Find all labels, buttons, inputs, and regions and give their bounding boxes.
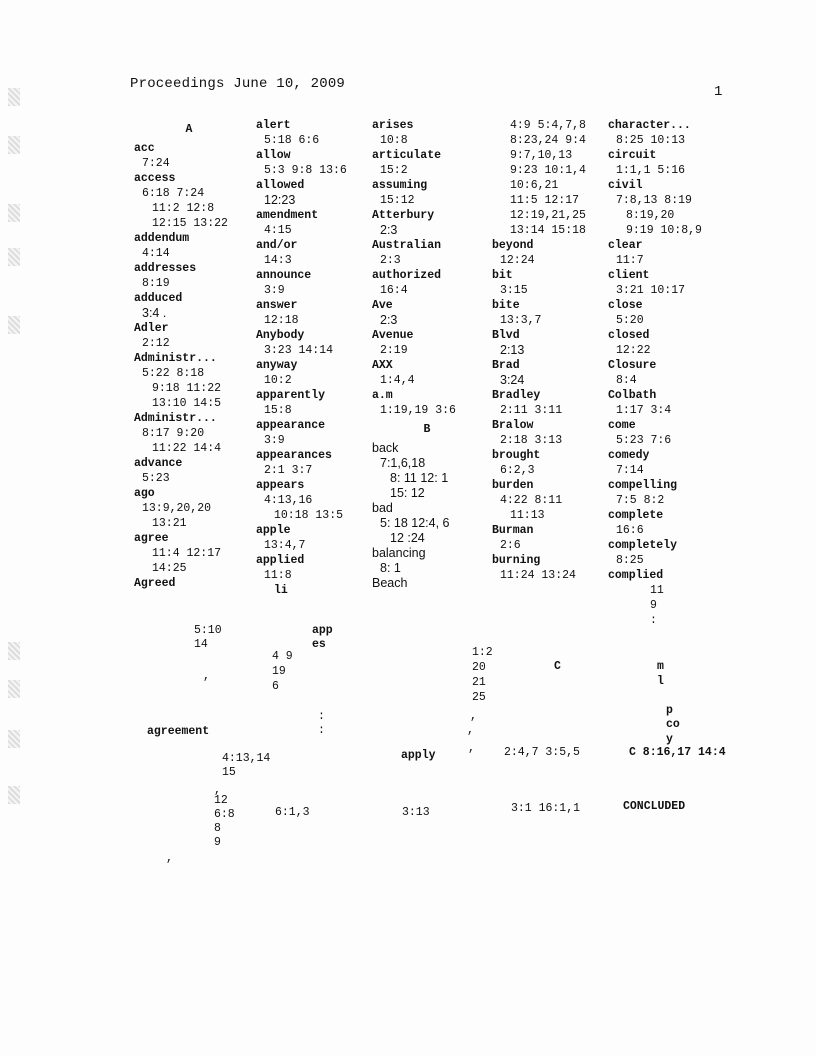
page-line-reference: 11 (650, 584, 664, 597)
page-line-reference: 10:6,21 (510, 179, 559, 192)
page-line-reference: 13:14 15:18 (510, 224, 586, 237)
page-line-reference: 15:8 (264, 404, 292, 417)
text-fragment: , (214, 784, 221, 797)
page-line-reference: 10:8 (380, 134, 408, 147)
index-term: authorized (372, 269, 442, 282)
index-term: complied (608, 569, 664, 582)
index-column-1 (134, 118, 252, 591)
index-term: announce (256, 269, 312, 282)
page-line-reference: 13:21 (152, 517, 187, 530)
page-line-reference: 1:1,1 5:16 (616, 164, 686, 177)
index-term: burden (492, 479, 534, 492)
text-fragment: , (166, 852, 173, 865)
text-fragment: : (318, 724, 325, 737)
page-line-reference: 8: 11 12: 1 (390, 471, 449, 485)
text-fragment: 3:13 (402, 806, 430, 819)
index-term: complete (608, 509, 664, 522)
text-fragment: es (312, 638, 326, 651)
index-term: appearances (256, 449, 332, 462)
index-term: Avenue (372, 329, 414, 342)
index-term: acc (134, 142, 155, 155)
page-line-reference: 5:20 (616, 314, 644, 327)
index-term: civil (608, 179, 643, 192)
text-fragment: 21 (472, 676, 486, 689)
index-term: li (274, 584, 288, 597)
text-fragment: co (666, 718, 680, 731)
page-line-reference: 11:5 12:17 (510, 194, 580, 207)
index-term: Bralow (492, 419, 534, 432)
scan-margin-mark (8, 642, 20, 660)
page-line-reference: 8: 1 (380, 561, 401, 575)
page-line-reference: 7:8,13 8:19 (616, 194, 692, 207)
page-line-reference: 7:24 (142, 157, 170, 170)
page-line-reference: 8:19 (142, 277, 170, 290)
index-term: client (608, 269, 650, 282)
page-line-reference: 4:9 5:4,7,8 (510, 119, 586, 132)
index-term: applied (256, 554, 305, 567)
page-line-reference: 4:22 8:11 (500, 494, 563, 507)
page-line-reference: 9:19 10:8,9 (626, 224, 702, 237)
page-line-reference: 15:2 (380, 164, 408, 177)
page-line-reference: 9:18 11:22 (152, 382, 222, 395)
text-fragment: , (467, 724, 474, 737)
index-term: addresses (134, 262, 197, 275)
text-fragment: 3:1 16:1,1 (511, 802, 581, 815)
index-term: Closure (608, 359, 657, 372)
page-line-reference: 1:17 3:4 (616, 404, 672, 417)
index-column-3 (372, 118, 492, 591)
index-column-4 (492, 118, 607, 583)
index-term: advance (134, 457, 183, 470)
page-line-reference: 13:9,20,20 (142, 502, 212, 515)
index-term: Burman (492, 524, 534, 537)
index-term: Agreed (134, 577, 176, 590)
index-term: and/or (256, 239, 298, 252)
page-line-reference: 11:13 (510, 509, 545, 522)
page-line-reference: balancing (372, 546, 426, 560)
index-term: AXX (372, 359, 393, 372)
index-term: allowed (256, 179, 305, 192)
index-term: close (608, 299, 643, 312)
page-line-reference: 8:17 9:20 (142, 427, 205, 440)
index-term: Australian (372, 239, 442, 252)
index-term: character... (608, 119, 691, 132)
text-fragment: 6:1,3 (275, 806, 310, 819)
index-term: B (423, 423, 431, 436)
page-line-reference: 4:13,16 (264, 494, 313, 507)
page-line-reference: 5:22 8:18 (142, 367, 205, 380)
index-term: burning (492, 554, 541, 567)
index-term: alert (256, 119, 291, 132)
page-line-reference: 5:18 6:6 (264, 134, 320, 147)
text-fragment: 6 (272, 680, 279, 693)
page-line-reference: : (650, 614, 657, 627)
page-number: 1 (714, 84, 723, 100)
text-fragment: 9 (214, 836, 221, 849)
page-line-reference: 8:23,24 9:4 (510, 134, 586, 147)
index-term: closed (608, 329, 650, 342)
scan-margin-mark (8, 204, 20, 222)
page-line-reference: 13:3,7 (500, 314, 542, 327)
text-fragment: m (657, 660, 664, 673)
text-fragment: , (468, 742, 475, 755)
text-fragment: 20 (472, 661, 486, 674)
text-fragment: , (203, 670, 210, 683)
page-line-reference: 7:1,6,18 (380, 456, 426, 470)
index-term: apparently (256, 389, 326, 402)
index-term: access (134, 172, 176, 185)
page-line-reference: 7:14 (616, 464, 644, 477)
page-line-reference: 13:10 14:5 (152, 397, 222, 410)
scan-margin-mark (8, 730, 20, 748)
page-line-reference: 12:19,21,25 (510, 209, 586, 222)
index-term: Ave (372, 299, 393, 312)
text-fragment: C (554, 660, 561, 673)
page-line-reference: 5:3 9:8 13:6 (264, 164, 347, 177)
text-fragment: app (312, 624, 333, 637)
page-line-reference: 11:4 12:17 (152, 547, 222, 560)
page-line-reference: 2:3 (380, 223, 398, 237)
page-line-reference: Beach (372, 576, 408, 590)
text-fragment: : (318, 710, 325, 723)
text-fragment: C 8:16,17 14:4 (629, 746, 726, 759)
page-line-reference: 4:14 (142, 247, 170, 260)
index-column-5 (608, 118, 808, 628)
page-line-reference: 3:15 (500, 284, 528, 297)
index-column-2 (256, 118, 371, 598)
index-term: articulate (372, 149, 442, 162)
index-term: ago (134, 487, 155, 500)
index-term: Blvd (492, 329, 520, 342)
index-term: a.m (372, 389, 393, 402)
scan-margin-mark (8, 88, 20, 106)
scan-margin-mark (8, 136, 20, 154)
page-line-reference: 12:18 (264, 314, 299, 327)
index-term: answer (256, 299, 298, 312)
text-fragment: y (666, 733, 673, 746)
index-term: Colbath (608, 389, 657, 402)
text-fragment: 15 (222, 766, 236, 779)
index-term: comedy (608, 449, 650, 462)
index-term: circuit (608, 149, 657, 162)
page-line-reference: 12 :24 (390, 531, 425, 545)
text-fragment: CONCLUDED (623, 800, 686, 813)
page-line-reference: 3:23 14:14 (264, 344, 334, 357)
index-term: Anybody (256, 329, 305, 342)
index-term: bite (492, 299, 520, 312)
page-line-reference: 2:13 (500, 343, 525, 357)
index-term: appears (256, 479, 305, 492)
text-fragment: 4:13,14 (222, 752, 271, 765)
page-line-reference: 5:23 (142, 472, 170, 485)
page-line-reference: 2:18 3:13 (500, 434, 563, 447)
text-fragment: agreement (147, 725, 210, 738)
page-line-reference: 2:3 (380, 254, 401, 267)
page-line-reference: 13:4,7 (264, 539, 306, 552)
index-term: Administr... (134, 412, 217, 425)
index-term: assuming (372, 179, 428, 192)
page-line-reference: 6:18 7:24 (142, 187, 205, 200)
index-term: apple (256, 524, 291, 537)
page-line-reference: 15:12 (380, 194, 415, 207)
page-line-reference: 2:1 3:7 (264, 464, 313, 477)
index-term: Atterbury (372, 209, 435, 222)
scan-margin-mark (8, 248, 20, 266)
page-line-reference: 8:19,20 (626, 209, 675, 222)
page-line-reference: 3:9 (264, 434, 285, 447)
page-line-reference: 10:18 13:5 (274, 509, 344, 522)
page-line-reference: 9:7,10,13 (510, 149, 573, 162)
page-line-reference: 2:19 (380, 344, 408, 357)
page-line-reference: 11:22 14:4 (152, 442, 222, 455)
page-line-reference: 11:24 13:24 (500, 569, 576, 582)
page-line-reference: 10:2 (264, 374, 292, 387)
page-header: Proceedings June 10, 2009 (130, 76, 346, 92)
text-fragment: p (666, 704, 673, 717)
page-line-reference: 9:23 10:1,4 (510, 164, 586, 177)
text-fragment: 14 (194, 638, 208, 651)
index-term: beyond (492, 239, 534, 252)
page-line-reference: 11:2 12:8 (152, 202, 215, 215)
page-line-reference: 14:25 (152, 562, 187, 575)
index-term: brought (492, 449, 541, 462)
page-line-reference: 3:21 10:17 (616, 284, 686, 297)
text-fragment: 19 (272, 665, 286, 678)
index-term: allow (256, 149, 291, 162)
page-line-reference: 6:2,3 (500, 464, 535, 477)
index-term: come (608, 419, 636, 432)
page-line-reference: 12:23 (264, 193, 296, 207)
page-line-reference: 9 (650, 599, 657, 612)
index-term: arises (372, 119, 414, 132)
page-line-reference: 15: 12 (390, 486, 425, 500)
page-line-reference: 12:24 (500, 254, 535, 267)
index-term: compelling (608, 479, 678, 492)
page-line-reference: 1:4,4 (380, 374, 415, 387)
text-fragment: 25 (472, 691, 486, 704)
page-line-reference: 2:11 3:11 (500, 404, 563, 417)
index-term: anyway (256, 359, 298, 372)
text-fragment: apply (401, 749, 436, 762)
page-line-reference: 12:15 13:22 (152, 217, 228, 230)
text-fragment: 8 (214, 822, 221, 835)
page-line-reference: 8:4 (616, 374, 637, 387)
page-line-reference: back (372, 441, 399, 455)
page-line-reference: 1:19,19 3:6 (380, 404, 456, 417)
scan-margin-mark (8, 786, 20, 804)
page-line-reference: 16:6 (616, 524, 644, 537)
index-term: A (185, 123, 193, 136)
page-line-reference: 7:5 8:2 (616, 494, 665, 507)
page-line-reference: 3:24 (500, 373, 525, 387)
page-line-reference: 2:3 (380, 313, 398, 327)
page-line-reference: 8:25 (616, 554, 644, 567)
index-term: addendum (134, 232, 190, 245)
page-line-reference: 5: 18 12:4, 6 (380, 516, 450, 530)
text-fragment: , (470, 710, 477, 723)
index-term: clear (608, 239, 643, 252)
scan-margin-mark (8, 680, 20, 698)
text-fragment: l (657, 675, 664, 688)
page-line-reference: 4:15 (264, 224, 292, 237)
page-line-reference: 11:8 (264, 569, 292, 582)
index-term: Bradley (492, 389, 541, 402)
page-line-reference: 14:3 (264, 254, 292, 267)
page-line-reference: 5:23 7:6 (616, 434, 672, 447)
index-term: agree (134, 532, 169, 545)
text-fragment: 6:8 (214, 808, 235, 821)
text-fragment: 5:10 (194, 624, 222, 637)
page-line-reference: 2:12 (142, 337, 170, 350)
page-line-reference: 16:4 (380, 284, 408, 297)
index-term: bit (492, 269, 513, 282)
index-term: amendment (256, 209, 319, 222)
index-term: Adler (134, 322, 169, 335)
page-line-reference: 12:22 (616, 344, 651, 357)
text-fragment: 12 (214, 794, 228, 807)
index-term: Brad (492, 359, 520, 372)
page-line-reference: 3:4 . (142, 306, 167, 320)
index-term: adduced (134, 292, 183, 305)
text-fragment: 2:4,7 3:5,5 (504, 746, 580, 759)
page-line-reference: 3:9 (264, 284, 285, 297)
index-term: Administr... (134, 352, 217, 365)
page-line-reference: bad (372, 501, 393, 515)
index-term: completely (608, 539, 678, 552)
index-term: appearance (256, 419, 326, 432)
page-line-reference: 11:7 (616, 254, 644, 267)
text-fragment: 4 9 (272, 650, 293, 663)
text-fragment: 1:2 (472, 646, 493, 659)
scan-margin-mark (8, 316, 20, 334)
page-line-reference: 8:25 10:13 (616, 134, 686, 147)
page-line-reference: 2:6 (500, 539, 521, 552)
